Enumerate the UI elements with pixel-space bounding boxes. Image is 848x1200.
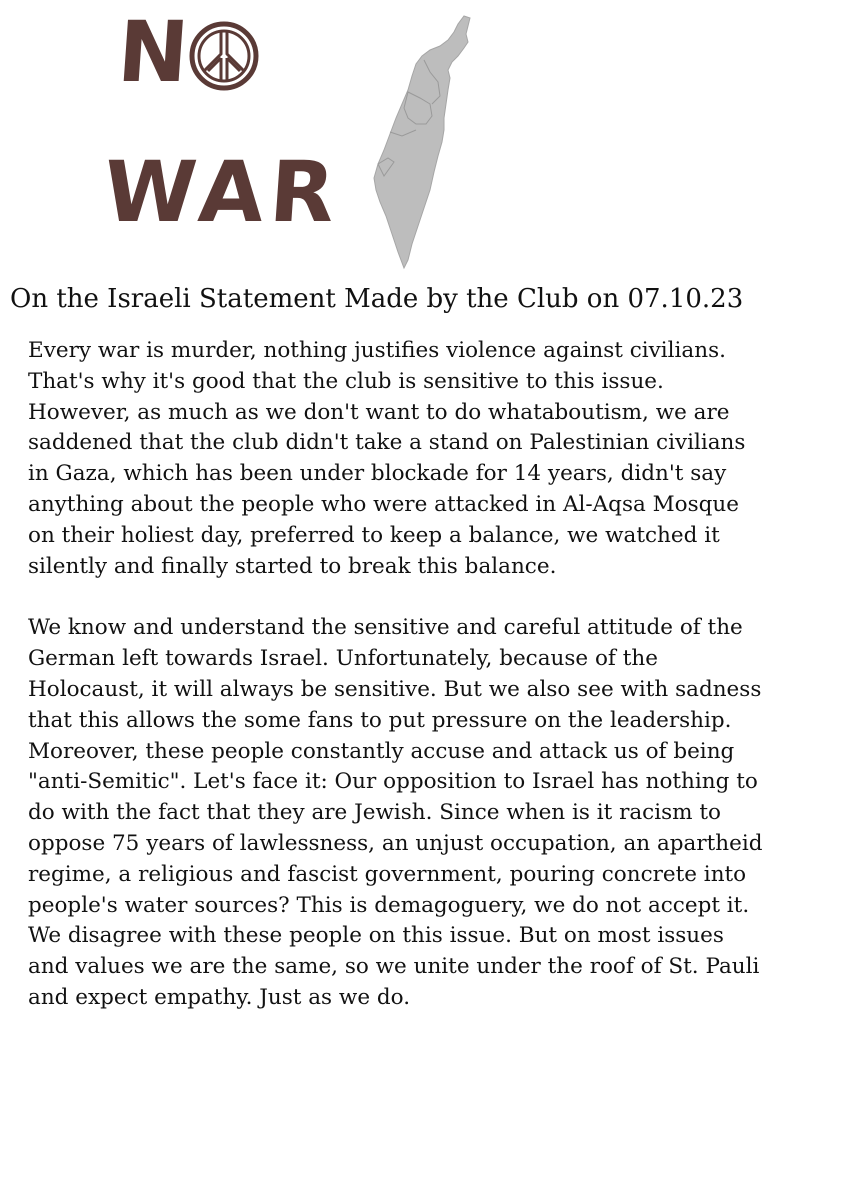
israel-palestine-map-icon — [368, 12, 478, 270]
peace-sign-icon — [188, 20, 260, 92]
no-war-logo — [0, 0, 848, 280]
paragraph: Every war is murder, nothing justifies violence against civilians. That's why it's good that the club is sensitive to this issue. However, as much as we don't want to do whataboutism, we are saddened that the club didn't take a stand on Palestinian civilians in Gaza, which has been under blockade for 14 years, didn't say anything about the people who were attacked in Al-Aqsa Mosque on their holiest day, preferred to keep a balance, we watched it silently and finally started to break this balance. — [28, 338, 746, 579]
document-body — [28, 336, 828, 1014]
document-title: On the Israeli Statement Made by the Club on 07.10.23 — [10, 284, 744, 314]
logo-letter-n: N — [114, 3, 194, 101]
logo-word-war: WAR — [100, 143, 345, 241]
paragraph: We know and understand the sensitive and careful attitude of the German left towards Israel. Unfortunately, because of the Holocaust, it will always be sensitive. But we also see with sadness that this allows the some fans to put pressure on the leadership. Moreover, these people constantly accuse and attack us of being "anti-Semitic". Let's face it: Our opposition to Israel has nothing to do with the fact that they are Jewish. Since when is it racism to oppose 75 years of lawlessness, an unjust occupation, an apartheid regime, a religious and fascist government, pouring concrete into people's water sources? This is demagoguery, we do not accept it. We disagree with these people on this issue. But on most issues and values we are the same, so we unite under the roof of St. Pauli and expect empathy. Just as we do. — [28, 615, 763, 1010]
